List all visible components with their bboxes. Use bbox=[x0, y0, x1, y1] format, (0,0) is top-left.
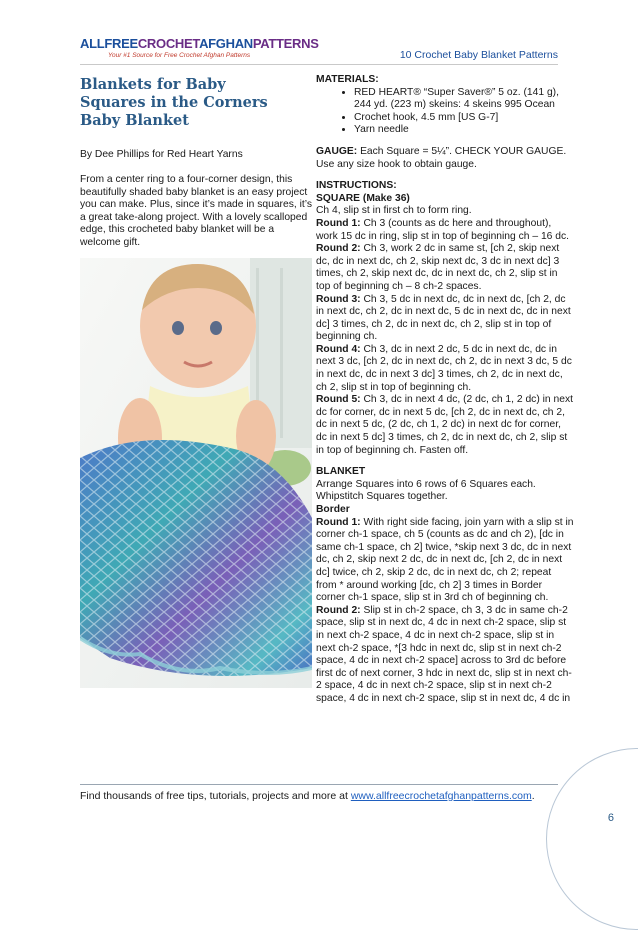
materials-item: • Crochet hook, 4.5 mm [US G-7] bbox=[354, 112, 574, 125]
materials-item: • RED HEART® “Super Saver®” 5 oz. (141 g), 244 yd. (223 m) skeins: 4 skeins 995 Ocean bbox=[354, 87, 574, 112]
round-label: Round 1: bbox=[316, 217, 361, 229]
footer-divider bbox=[80, 784, 558, 785]
materials-item: • Yarn needle bbox=[354, 124, 574, 137]
materials-heading: MATERIALS: bbox=[316, 74, 379, 85]
pattern-title: Squares in the Corners Baby Blanket bbox=[80, 94, 268, 129]
round-text: Ch 3 (counts as dc here and throughout), work 15 dc in ring, slip st in top of beginning ch – 16 dc. bbox=[316, 217, 569, 242]
footer-text bbox=[80, 790, 535, 802]
logo-tagline: Your #1 Source for Free Crochet Afghan Patterns bbox=[108, 52, 251, 59]
round-text: Slip st in ch-2 space, ch 3, 3 dc in same ch-2 space, slip st in next dc, 4 dc in next ch-2 space, slip st in next ch-2 space, 4 dc in next ch-2 space, slip st in next ch-2 space, *[3 hdc in next dc, slip st in next ch-2 space, 4 dc in next ch-2 space] across to 3rd dc before first dc of next corner, 3 hdc in next dc, slip st in next ch-2 space, 4 dc in next ch-2 space, slip st in next ch-2 space, 4 dc in next ch-2 space, slip st in next dc, 4 dc in bbox=[316, 604, 572, 704]
round-text: Ch 3, dc in next 2 dc, 5 dc in next dc, dc in next 3 dc, [ch 2, dc in next dc, ch 2, dc in next 3 dc, 5 dc in next dc, dc in next 3 dc] 3 times, ch 2, dc in next dc, ch 2, slip st in top of beginning ch. bbox=[316, 343, 572, 393]
materials-list bbox=[316, 87, 574, 137]
blanket-arrange: Arrange Squares into 6 rows of 6 Squares each. Whipstitch Squares together. bbox=[316, 478, 536, 503]
instructions-heading: INSTRUCTIONS: bbox=[316, 180, 397, 192]
ring-instruction: Ch 4, slip st in first ch to form ring. bbox=[316, 205, 472, 217]
logo-part-afghan: AFGHAN bbox=[199, 36, 253, 51]
logo-part-patterns: PATTERNS bbox=[252, 36, 319, 51]
square-round bbox=[316, 344, 574, 394]
section-title: Blankets for Baby bbox=[80, 76, 226, 93]
border-round bbox=[316, 517, 574, 605]
gauge-label: GAUGE: bbox=[316, 145, 358, 157]
round-text: With right side facing, join yarn with a slip st in corner ch-1 space, ch 5 (counts as dc and ch 2), [dc in same ch-1 space, ch 2] twice, *skip next 3 dc, dc in next dc, ch 2, skip next 2 dc, dc in next dc, [ch 2, dc in next dc] twice, ch 2, skip 2 dc, dc in next dc, ch 2; repeat from * around working [dc, ch 2] 3 times in Border corner ch-1 space, slip st in 3rd ch of beginning ch. bbox=[316, 516, 574, 604]
footer-lead: Find thousands of free tips, tutorials, projects and more at bbox=[80, 790, 351, 802]
gauge-paragraph bbox=[316, 146, 574, 171]
round-label: Round 2: bbox=[316, 243, 361, 255]
logo-part-crochet: CROCHET bbox=[137, 36, 200, 51]
square-round bbox=[316, 218, 574, 243]
right-column bbox=[316, 74, 574, 706]
border-round bbox=[316, 605, 574, 706]
ebook-title: 10 Crochet Baby Blanket Patterns bbox=[399, 49, 558, 61]
gauge-text: Each Square = 5¼”. CHECK YOUR GAUGE. Use any size hook to obtain gauge. bbox=[316, 145, 567, 170]
page-corner-circle bbox=[546, 748, 638, 930]
square-round bbox=[316, 243, 574, 293]
round-label: Round 1: bbox=[316, 516, 361, 528]
round-text: Ch 3, dc in next 4 dc, (2 dc, ch 1, 2 dc) in next dc for corner, dc in next 5 dc, [ch 2, dc in next dc, ch 2, dc in next 5 dc, (2 dc, ch 1, 2 dc) in next dc for corner, dc in next 5 dc] 3 times, ch 2, dc in next dc, ch 2, slip st in top of beginning ch. Fasten off. bbox=[316, 394, 573, 456]
left-column bbox=[80, 76, 312, 275]
border-heading: Border bbox=[316, 504, 350, 515]
site-logo[interactable] bbox=[80, 36, 319, 59]
round-label: Round 4: bbox=[316, 343, 361, 355]
header-divider bbox=[80, 64, 558, 65]
round-text: Ch 3, 5 dc in next dc, dc in next dc, [ch 2, dc in next dc, ch 2, dc in next dc, 5 dc in next dc, dc in next dc] 3 times, ch 2, dc in next dc, ch 2, slip st in top of beginning ch. bbox=[316, 293, 571, 343]
round-text: Ch 3, work 2 dc in same st, [ch 2, skip next dc, dc in next dc, ch 2, skip next dc, 3 dc in next dc] 3 times, ch 2, skip next dc, dc in next dc, ch 2, slip st in top of beginning ch – 8 ch-2 spaces. bbox=[316, 243, 560, 292]
baby-blanket-photo bbox=[80, 258, 312, 688]
square-round bbox=[316, 394, 574, 457]
round-label: Round 5: bbox=[316, 394, 361, 406]
square-heading: SQUARE (Make 36) bbox=[316, 192, 410, 204]
logo-wordmark bbox=[80, 36, 319, 51]
footer-trailing: . bbox=[531, 790, 535, 802]
square-round bbox=[316, 294, 574, 344]
intro-paragraph: From a center ring to a four-corner design, this beautifully shaded baby blanket is an easy project you can make. Plus, since it’s made in squares, it’s a great take-along project. With a lovely scalloped edge, this crocheted baby blanket will be a welcome gift. bbox=[80, 174, 312, 248]
page-number: 6 bbox=[607, 812, 614, 824]
footer-link[interactable]: www.allfreecrochetafghanpatterns.com bbox=[350, 790, 532, 802]
logo-part-allfree: ALLFREE bbox=[80, 36, 138, 51]
photo-illustration bbox=[80, 258, 312, 688]
byline: By Dee Phillips for Red Heart Yarns bbox=[80, 149, 243, 160]
round-label: Round 2: bbox=[316, 604, 361, 616]
round-label: Round 3: bbox=[316, 293, 361, 305]
blanket-heading: BLANKET bbox=[316, 466, 366, 478]
